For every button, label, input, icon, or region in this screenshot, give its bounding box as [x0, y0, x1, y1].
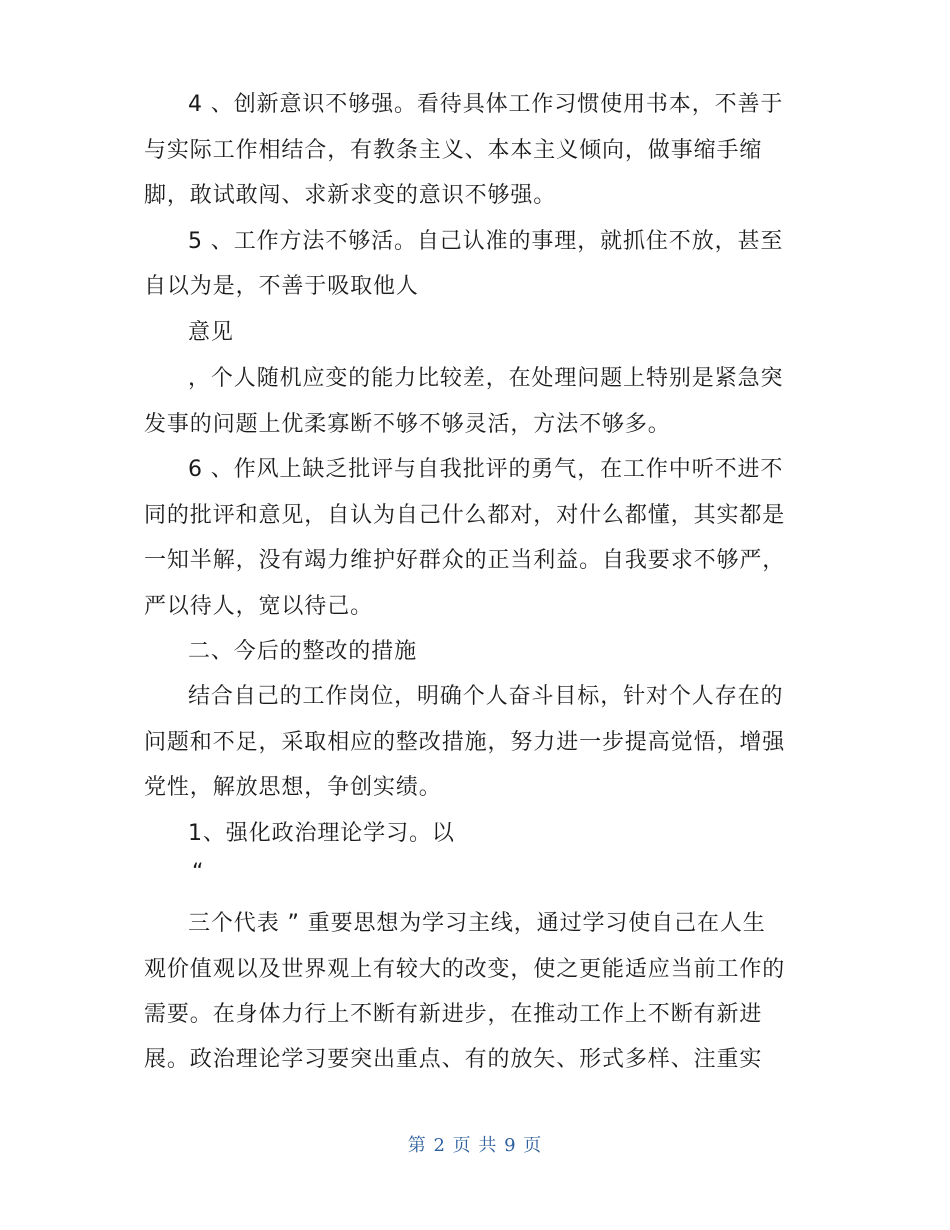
text-line-12: 严以待人，宽以待己。 [144, 594, 374, 619]
text-line-4: 5 、工作方法不够活。自己认准的事理，就抓住不放，甚至 [188, 229, 784, 254]
text-line-11: 一知半解，没有竭力维护好群众的正当利益。自我要求不够严， [144, 548, 786, 573]
text-line-19: 三个代表 ” 重要思想为学习主线，通过学习使自己在人生 [188, 911, 766, 936]
text-line-2: 与实际工作相结合，有教条主义、本本主义倾向，做事缩手缩 [144, 138, 763, 163]
text-line-17: 1、强化政治理论学习。以 [188, 821, 455, 846]
text-line-22: 展。政治理论学习要突出重点、有的放矢、形式多样、注重实 [144, 1047, 763, 1072]
text-line-6: 意见 [188, 320, 234, 345]
text-line-14: 结合自己的工作岗位，明确个人奋斗目标，针对个人存在的 [188, 684, 784, 709]
text-line-1: 4 、创新意识不够强。看待具体工作习惯使用书本，不善于 [188, 92, 784, 117]
open-quote-mark: “ [192, 860, 205, 885]
text-line-7: ，个人随机应变的能力比较差，在处理问题上特别是紧急突 [188, 366, 784, 391]
page-number-footer: 第 2 页 共 9 页 [407, 1135, 543, 1156]
section-heading: 二、今后的整改的措施 [188, 639, 418, 664]
text-line-3: 脚，敢试敢闯、求新求变的意识不够强。 [144, 183, 557, 208]
text-line-16: 党性，解放思想，争创实绩。 [144, 775, 442, 800]
text-line-15: 问题和不足，采取相应的整改措施，努力进一步提高觉悟，增强 [144, 730, 786, 755]
text-line-21: 需要。在身体力行上不断有新进步，在推动工作上不断有新进 [144, 1002, 763, 1027]
text-line-10: 同的批评和意见，自认为自己什么都对，对什么都懂，其实都是 [144, 503, 786, 528]
text-line-8: 发事的问题上优柔寡断不够不够灵活，方法不够多。 [144, 412, 671, 437]
text-line-9: 6 、作风上缺乏批评与自我批评的勇气，在工作中听不进不 [188, 457, 784, 482]
text-line-20: 观价值观以及世界观上有较大的改变，使之更能适应当前工作的 [144, 957, 786, 982]
text-line-5: 自以为是，不善于吸取他人 [144, 274, 419, 299]
